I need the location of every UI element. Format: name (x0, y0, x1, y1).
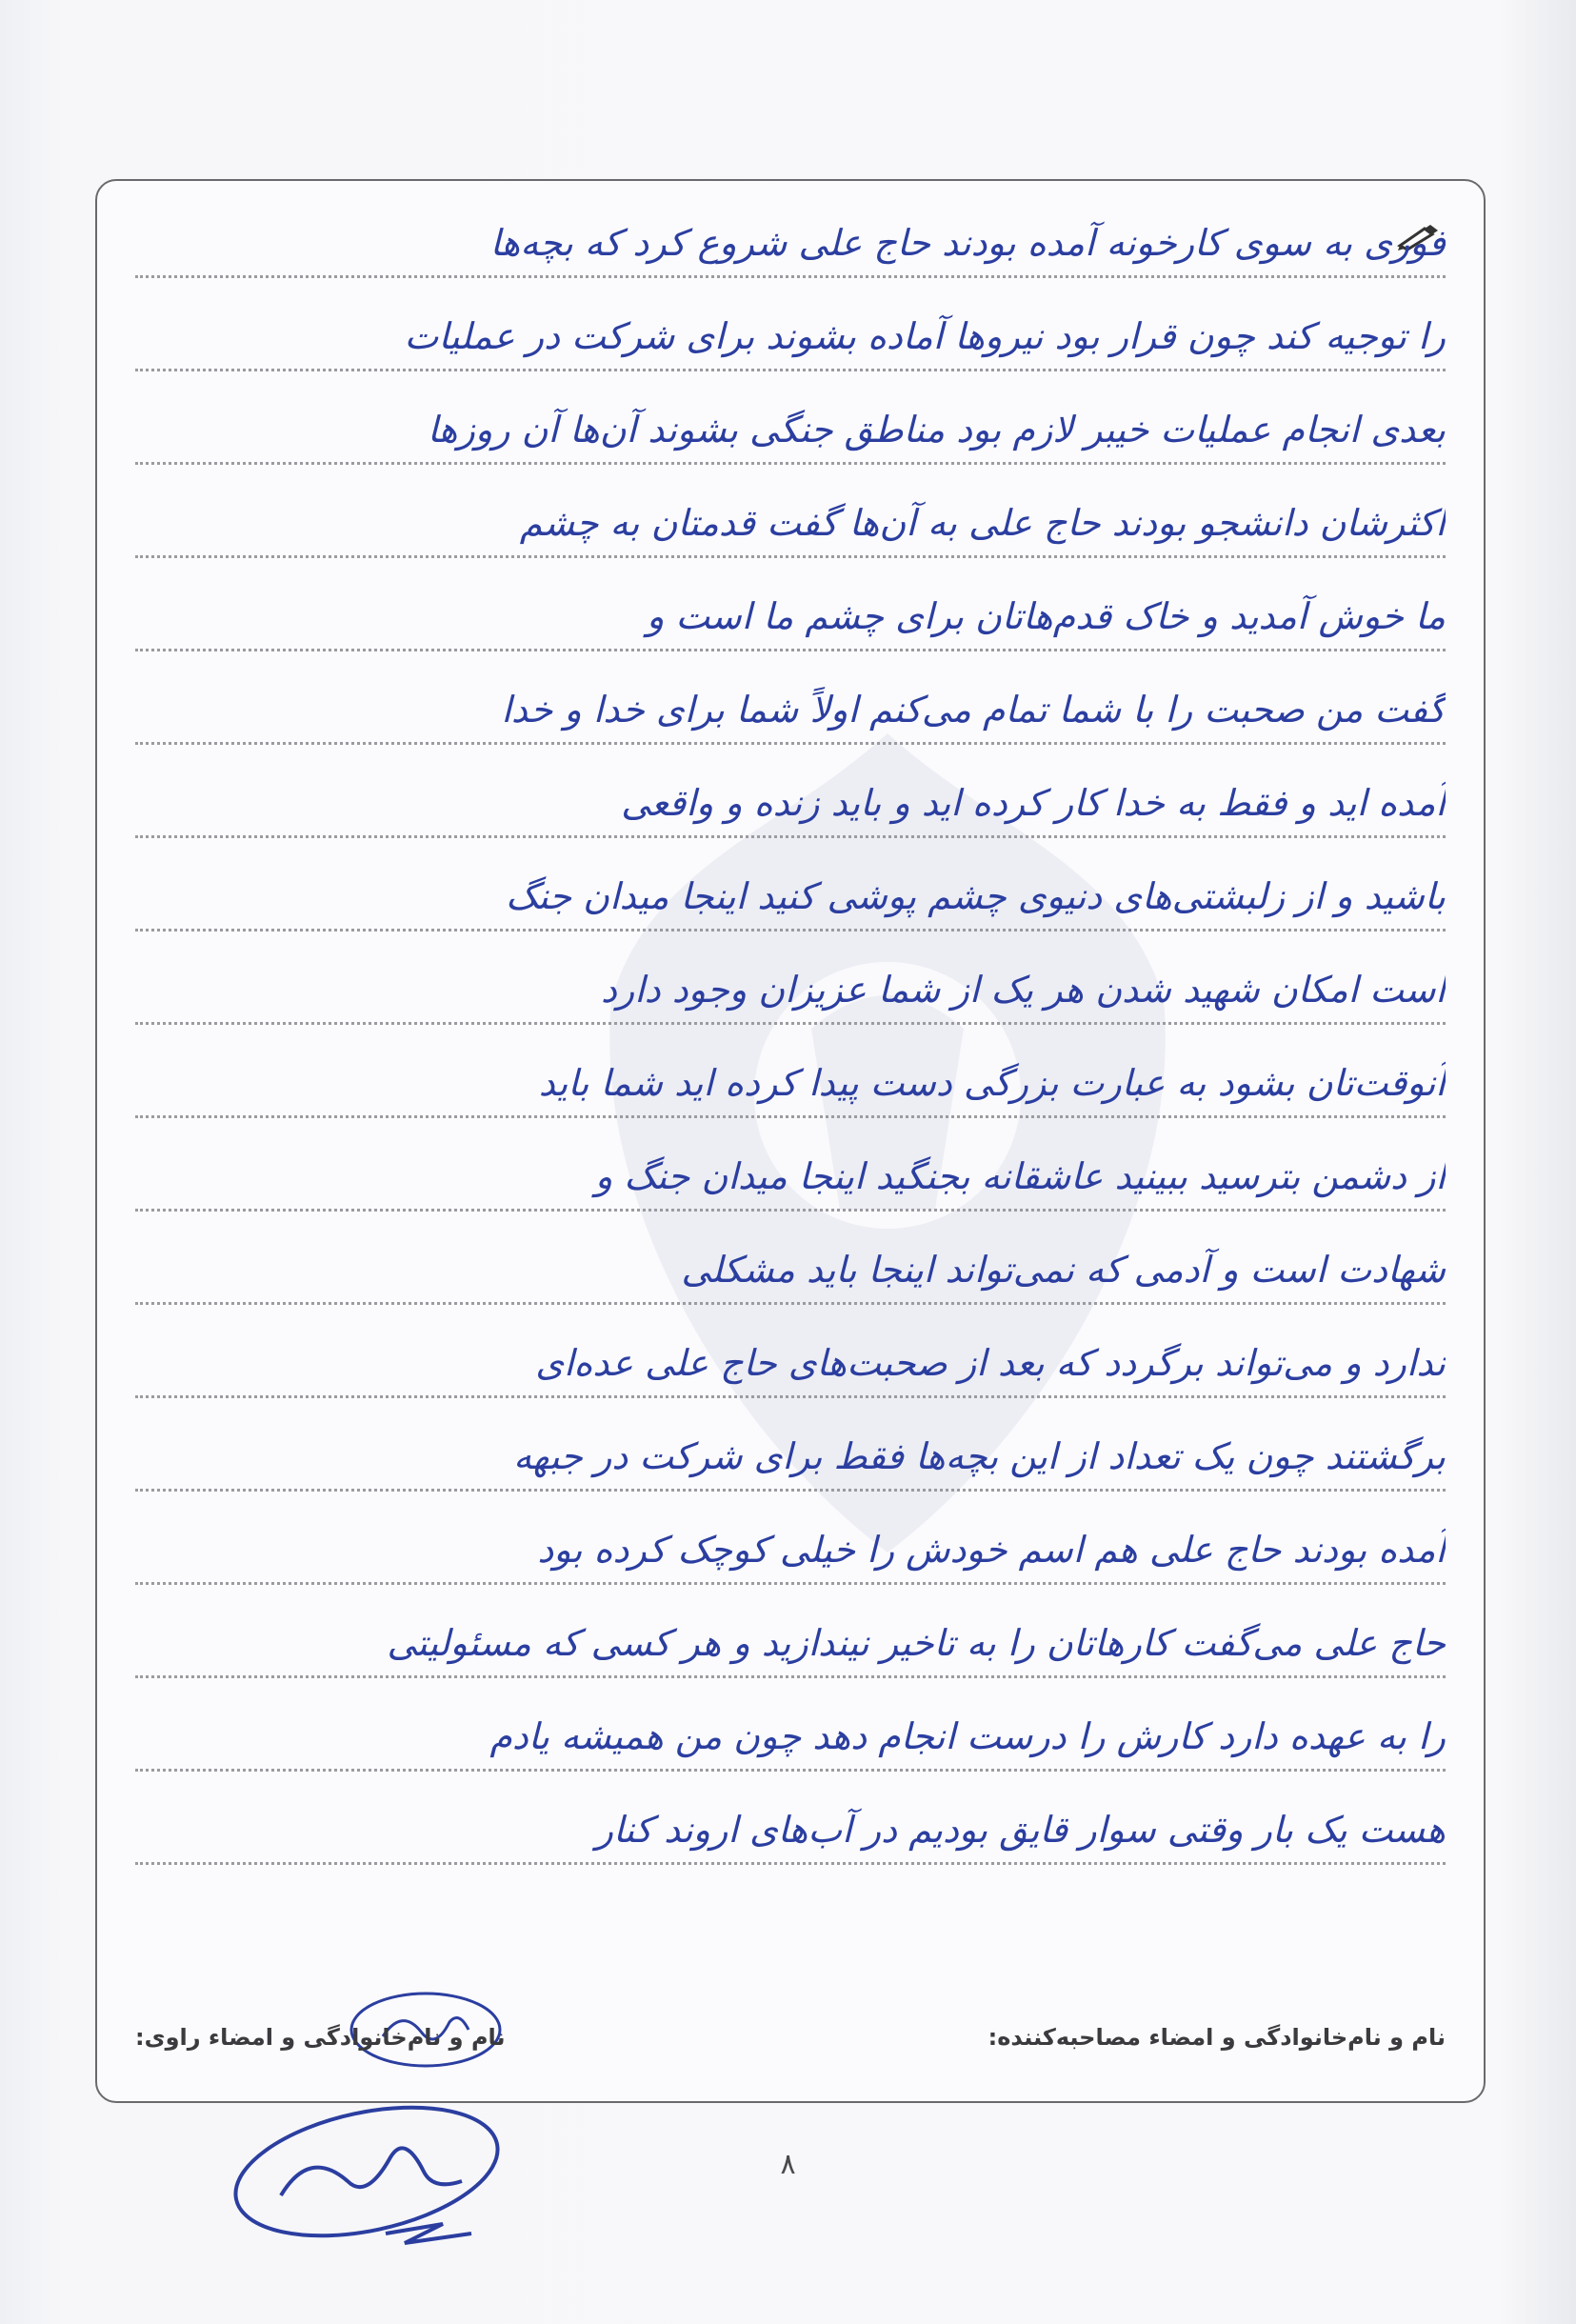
line-text: است امکان شهید شدن هر یک از شما عزیزان وجود دارد (600, 969, 1446, 1011)
narrator-signature-label: نام و نام‌خانوادگی و امضاء راوی: (135, 2024, 506, 2051)
line-text: آنوقت‌تان بشود به عبارت بزرگی دست پیدا کرده اید شما باید (538, 1062, 1446, 1104)
line-text: از دشمن بترسید ببینید عاشقانه بجنگید اینجا میدان جنگ و (595, 1155, 1446, 1197)
line-text: را توجیه کند چون قرار بود نیروها آماده بشوند برای شرکت در عملیات (404, 315, 1446, 357)
handwritten-line (135, 276, 1446, 371)
line-text: آمده بودند حاج علی هم اسم خودش را خیلی کوچک کرده بود (537, 1529, 1446, 1571)
handwritten-line (135, 1210, 1446, 1305)
line-text: برگشتند چون یک تعداد از این بچه‌ها فقط برای شرکت در جبهه (513, 1435, 1446, 1477)
handwritten-line (135, 370, 1446, 465)
handwritten-line (135, 743, 1446, 838)
line-text: حاج علی می‌گفت کارهاتان را به تاخیر نیندازید و هر کسی که مسئولیتی (387, 1622, 1446, 1664)
handwritten-line (135, 1396, 1446, 1492)
line-text: گفت من صحبت را با شما تمام می‌کنم اولاً شما برای خدا و خدا (501, 689, 1446, 731)
line-text: آمده اید و فقط به خدا کار کرده اید و باید زنده و واقعی (621, 782, 1446, 824)
line-text: ندارد و می‌تواند برگردد که بعد از صحبت‌های حاج علی عده‌ای (535, 1342, 1446, 1384)
handwritten-line (135, 463, 1446, 558)
handwritten-line (135, 1676, 1446, 1772)
line-text: بعدی انجام عملیات خیبر لازم بود مناطق جنگی بشوند آن‌ها آن روزها (427, 409, 1446, 451)
line-text: هست یک بار وقتی سوار قایق بودیم در آب‌های اروند کنار (595, 1809, 1446, 1851)
handwritten-line (135, 930, 1446, 1025)
handwritten-line (135, 650, 1446, 745)
handwritten-line (135, 1770, 1446, 1865)
handwritten-line (135, 183, 1446, 278)
signature-footer (135, 1995, 1446, 2081)
handwritten-lines (97, 181, 1484, 2101)
narrator-signature (224, 2091, 533, 2272)
line-text: ما خوش آمدید و خاک قدم‌هاتان برای چشم ما است و (647, 595, 1446, 637)
line-text: را به عهده دارد کارش را درست انجام دهد چون من همیشه یادم (489, 1715, 1446, 1757)
handwritten-line (135, 1490, 1446, 1585)
interview-sheet-frame (95, 179, 1486, 2103)
handwritten-line (135, 1583, 1446, 1678)
page-number: ۸ (780, 2148, 796, 2181)
handwritten-line (135, 556, 1446, 651)
line-text: باشید و از زلبشتی‌های دنیوی چشم پوشی کنید اینجا میدان جنگ (506, 875, 1446, 917)
line-text: شهادت است و آدمی که نمی‌تواند اینجا باید مشکلی (681, 1249, 1446, 1291)
line-text: اکثرشان دانشجو بودند حاج علی به آن‌ها گفت قدمتان به چشم (519, 502, 1446, 544)
handwritten-line (135, 1023, 1446, 1118)
line-text: فوری به سوی کارخونه آمده بودند حاج علی شروع کرد که بچه‌ها (489, 222, 1446, 264)
handwritten-line (135, 836, 1446, 932)
handwritten-line (135, 1303, 1446, 1398)
handwritten-line (135, 1116, 1446, 1212)
interviewer-signature-label: نام و نام‌خانوادگی و امضاء مصاحبه‌کننده: (987, 2024, 1446, 2051)
